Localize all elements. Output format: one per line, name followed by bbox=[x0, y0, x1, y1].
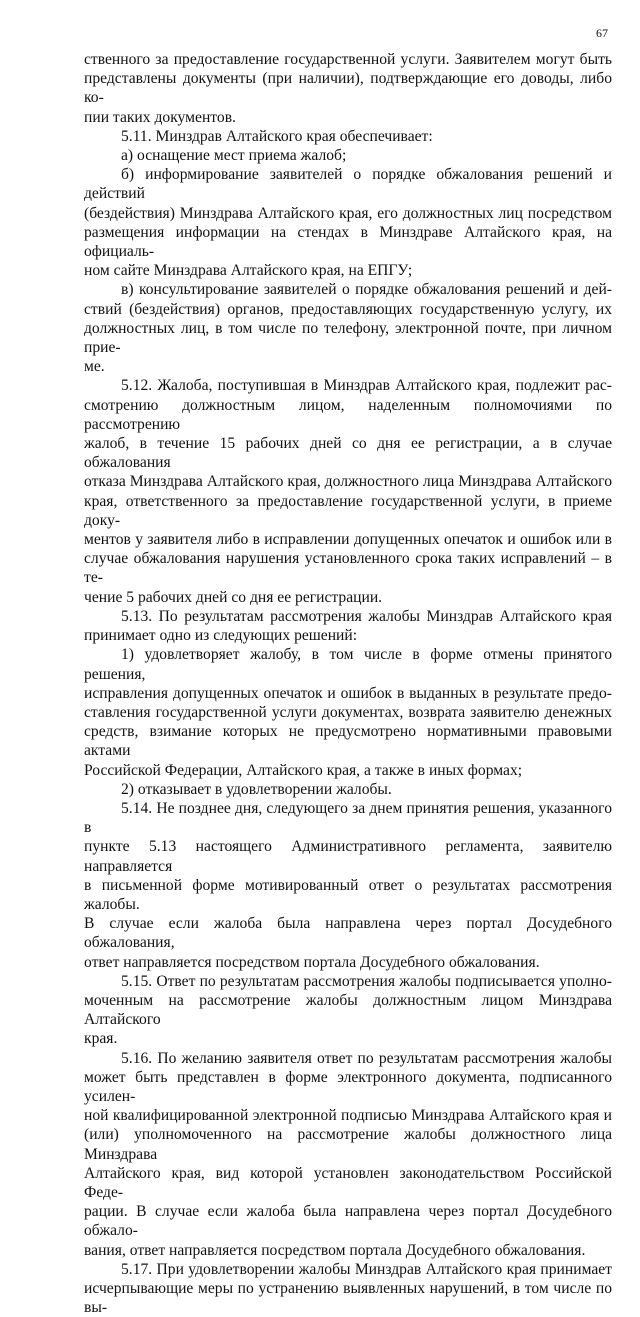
text-line: 5.12. Жалоба, поступившая в Минздрав Алтайского края, подлежит рас- bbox=[121, 377, 612, 395]
text-line: в письменной форме мотивированный ответ о результатах рассмотрения жалобы. bbox=[84, 876, 612, 913]
text-line: представлены документы (при наличии), подтверждающие его доводы, либо ко- bbox=[84, 70, 612, 107]
text-line: 5.17. При удовлетворении жалобы Минздрав Алтайского края принимает bbox=[121, 1260, 612, 1278]
text-line: Алтайского края, вид которой установлен законодательством Российской Феде- bbox=[84, 1164, 612, 1201]
text-line: 5.11. Минздрав Алтайского края обеспечивает: bbox=[121, 127, 433, 145]
text-line: ном сайте Минздрава Алтайского края, на ЕПГУ; bbox=[84, 262, 413, 280]
text-line: а) оснащение мест приема жалоб; bbox=[121, 147, 347, 165]
text-line: края, ответственного за предоставление государственной услуги, в приеме доку- bbox=[84, 492, 612, 529]
text-line: 2) отказывает в удовлетворении жалобы. bbox=[121, 780, 392, 798]
text-line: ме. bbox=[84, 358, 105, 376]
document-body bbox=[84, 50, 612, 1317]
text-line: жалоб, в течение 15 рабочих дней со дня ее регистрации, а в случае обжалования bbox=[84, 435, 612, 472]
page-number: 67 bbox=[596, 26, 608, 40]
text-line: края. bbox=[84, 1030, 118, 1048]
text-line: В случае если жалоба была направлена через портал Досудебного обжалования, bbox=[84, 915, 612, 952]
text-line: б) информирование заявителей о порядке обжалования решений и действий bbox=[84, 166, 612, 203]
text-line: ставления государственной услуги документах, возврата заявителю денежных bbox=[84, 703, 612, 721]
text-line: Российской Федерации, Алтайского края, а также в иных формах; bbox=[84, 761, 523, 779]
text-line: вания, ответ направляется посредством портала Досудебного обжалования. bbox=[84, 1241, 586, 1259]
text-line: пункте 5.13 настоящего Административного регламента, заявителю направляется bbox=[84, 838, 612, 875]
text-line: должностных лиц, в том числе по телефону, электронной почте, при личном прие- bbox=[84, 319, 612, 357]
text-line: ментов у заявителя либо в исправлении допущенных опечаток и ошибок или в bbox=[84, 531, 612, 549]
text-line: ствий (бездействия) органов, предоставляющих государственную услугу, их bbox=[84, 300, 612, 318]
text-line: 5.16. По желанию заявителя ответ по результатам рассмотрения жалобы bbox=[121, 1049, 612, 1067]
text-line: 5.14. Не позднее дня, следующего за днем принятия решения, указанного в bbox=[84, 799, 612, 837]
text-line: 5.15. Ответ по результатам рассмотрения жалобы подписывается уполно- bbox=[121, 972, 612, 990]
text-line: средств, взимание которых не предусмотрено нормативными правовыми актами bbox=[84, 723, 612, 760]
text-line: исчерпывающие меры по устранению выявленных нарушений, в том числе по вы- bbox=[84, 1280, 612, 1317]
text-line: отказа Минздрава Алтайского края, должностного лица Минздрава Алтайского bbox=[84, 473, 612, 491]
text-line: смотрению должностным лицом, наделенным полномочиями по рассмотрению bbox=[84, 396, 612, 433]
text-line: размещения информации на стендах в Минздраве Алтайского края, на официаль- bbox=[84, 223, 612, 261]
text-line: ной квалифицированной электронной подписью Минздрава Алтайского края и bbox=[84, 1107, 612, 1125]
text-line: рации. В случае если жалоба была направлена через портал Досудебного обжало- bbox=[84, 1203, 612, 1240]
text-line: ственного за предоставление государственной услуги. Заявителем могут быть bbox=[84, 51, 612, 68]
text-line: чение 5 рабочих дней со дня ее регистрации. bbox=[84, 588, 383, 606]
text-line: может быть представлен в форме электронного документа, подписанного усилен- bbox=[84, 1068, 612, 1105]
text-line: в) консультирование заявителей о порядке обжалования решений и дей- bbox=[121, 281, 612, 299]
text-line: ответ направляется посредством портала Досудебного обжалования. bbox=[84, 953, 540, 971]
text-line: 1) удовлетворяет жалобу, в том числе в форме отмены принятого решения, bbox=[84, 646, 612, 683]
text-line: (или) уполномоченного на рассмотрение жалобы должностного лица Минздрава bbox=[84, 1126, 612, 1163]
text-line: моченным на рассмотрение жалобы должностным лицом Минздрава Алтайского bbox=[84, 991, 612, 1029]
text-line: 5.13. По результатам рассмотрения жалобы Минздрав Алтайского края bbox=[121, 607, 612, 625]
text-line: случае обжалования нарушения установленного срока таких исправлений – в те- bbox=[84, 550, 612, 587]
text-line: (бездействия) Минздрава Алтайского края, его должностных лиц посредством bbox=[84, 204, 612, 222]
text-line: пии таких документов. bbox=[84, 108, 236, 126]
text-line: принимает одно из следующих решений: bbox=[84, 627, 358, 645]
text-line: исправления допущенных опечаток и ошибок в выданных в результате предо- bbox=[84, 684, 612, 702]
